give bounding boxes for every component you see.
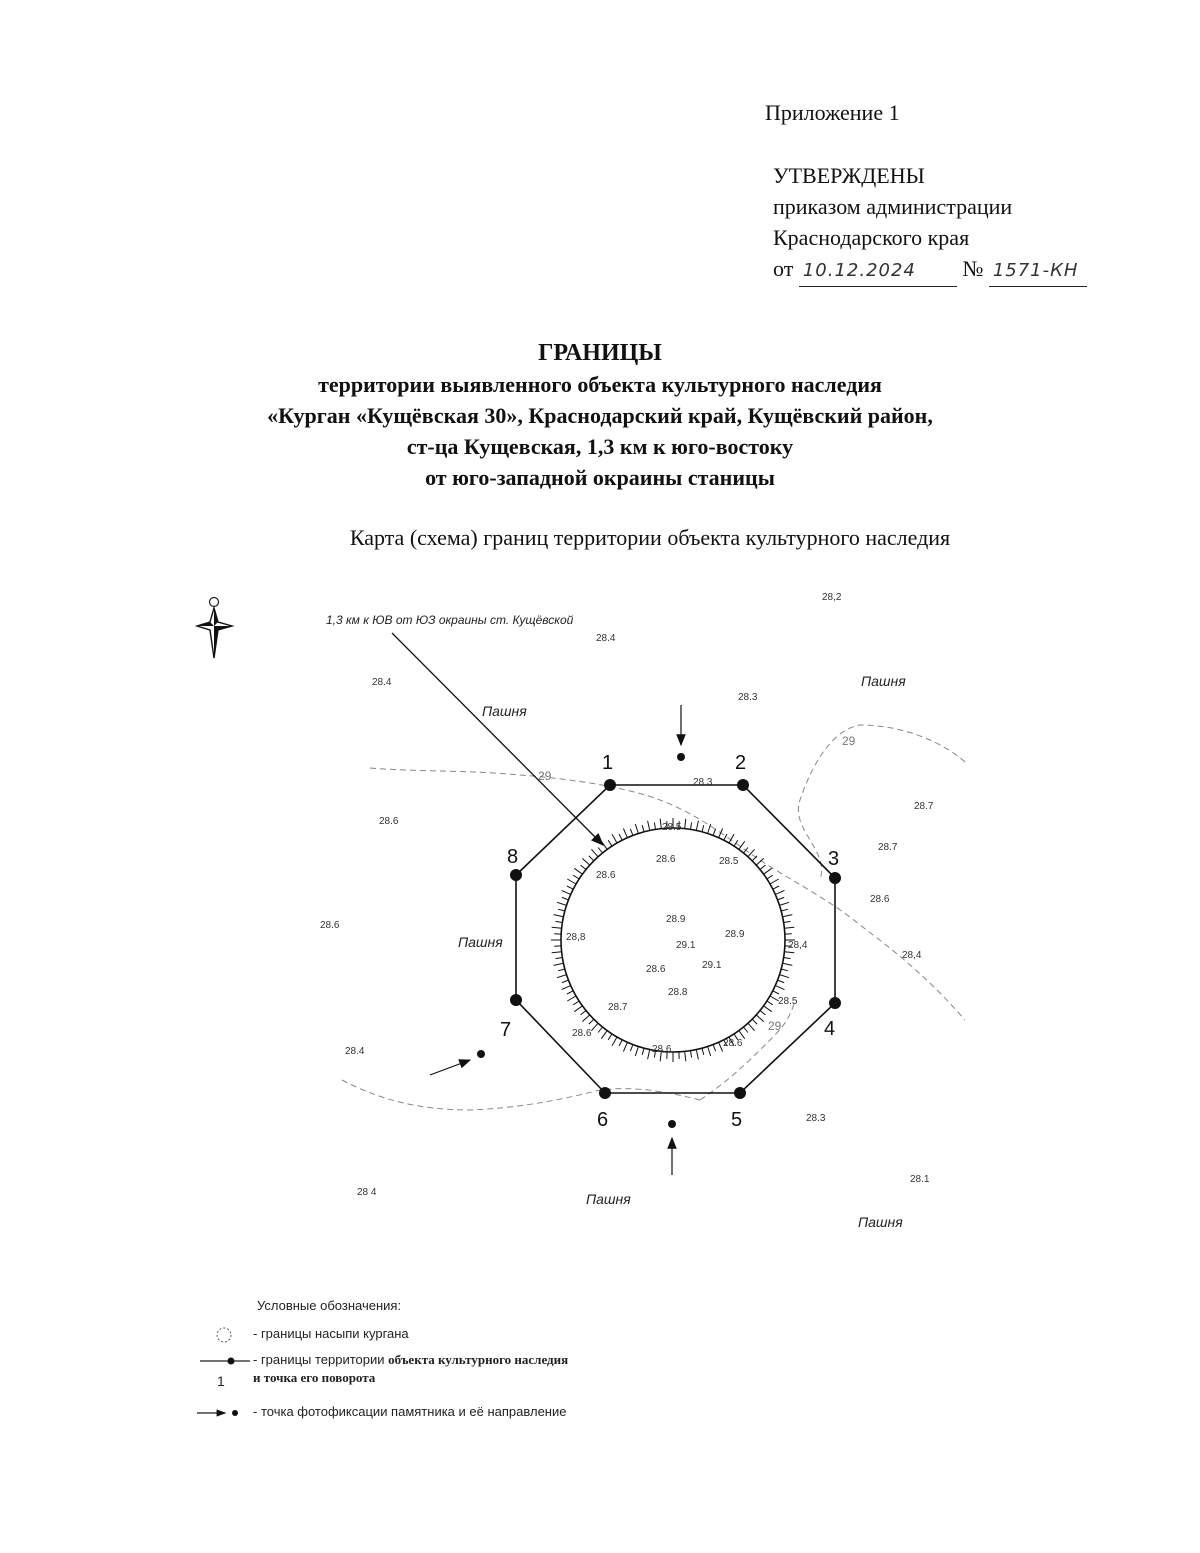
elevation-mark: 28,8 — [566, 932, 586, 943]
hachure-tick — [775, 890, 784, 894]
hachure-tick — [696, 821, 698, 831]
vertex-label: 3 — [828, 848, 840, 870]
hachure-tick — [601, 1031, 607, 1039]
hachure-tick — [691, 1051, 692, 1058]
order-line-2: Краснодарского края — [773, 225, 970, 250]
elevation-mark: 28.6 — [870, 894, 890, 905]
order-line-1: приказом администрации — [773, 194, 1013, 219]
vertex-point — [829, 997, 841, 1009]
hachure-tick — [630, 1045, 633, 1052]
vertex-label: 6 — [597, 1109, 609, 1131]
hachure-tick — [744, 848, 748, 854]
field-label: Пашня — [482, 703, 527, 719]
hachure-tick — [635, 1047, 638, 1057]
legend-vertex-number: 1 — [217, 1373, 225, 1389]
photo-point — [477, 1050, 485, 1058]
hachure-tick — [767, 1001, 773, 1005]
contour-label: 29 — [538, 769, 552, 783]
field-label: Пашня — [861, 673, 906, 689]
elevation-mark: 28.6 — [656, 854, 676, 865]
hachure-tick — [773, 991, 779, 994]
hachure-tick — [744, 1027, 748, 1033]
hachure-tick — [619, 834, 622, 840]
hachure-tick — [775, 986, 784, 990]
hachure-tick — [783, 963, 793, 965]
vertex-point — [510, 869, 522, 881]
vertex-label: 5 — [731, 1109, 743, 1131]
hachure-tick — [573, 1001, 579, 1005]
legend-item-photo-text: - точка фотофиксации памятника и её направление — [253, 1404, 567, 1419]
elevation-mark: 29.1 — [702, 960, 722, 971]
hachure-tick — [552, 927, 562, 928]
title-main: ГРАНИЦЫ — [538, 340, 662, 366]
boundary-symbol-icon — [195, 1351, 253, 1401]
legend-item-boundary-text — [253, 1351, 568, 1387]
legend-item-boundary — [195, 1351, 568, 1403]
elevation-mark: 28.6 — [572, 1028, 592, 1039]
hachure-tick — [556, 921, 563, 922]
hachure-tick — [691, 823, 692, 830]
hachure-tick — [556, 958, 563, 959]
title-line-1: территории выявленного объекта культурного наследия — [318, 372, 882, 397]
legend-boundary-text-c: и точка его поворота — [253, 1370, 376, 1385]
hachure-tick — [734, 840, 738, 846]
field-label: Пашня — [858, 1214, 903, 1230]
elevation-mark: 28.4 — [372, 677, 392, 688]
hachure-tick — [623, 1042, 627, 1051]
vertex-label: 4 — [824, 1018, 836, 1040]
photo-point — [668, 1120, 676, 1128]
hachure-tick — [574, 1006, 582, 1012]
vertex-point — [510, 994, 522, 1006]
hachure-tick — [696, 1050, 698, 1060]
elevation-mark: 28.6 — [320, 920, 340, 931]
vertex-point — [737, 779, 749, 791]
hachure-tick — [748, 1023, 755, 1030]
hachure-tick — [608, 1034, 612, 1040]
hachure-tick — [784, 921, 791, 922]
title-line-4: от юго-западной окраины станицы — [425, 465, 775, 490]
hachure-tick — [713, 1045, 716, 1052]
hachure-tick — [601, 841, 607, 849]
hachure-tick — [630, 829, 633, 836]
elevation-mark: 28.9 — [666, 914, 686, 925]
elevation-mark: 28.3 — [693, 777, 713, 788]
hachure-tick — [778, 897, 785, 900]
hachure-tick — [702, 1048, 704, 1055]
legend-boundary-text-a: - границы территории — [253, 1352, 385, 1367]
elevation-mark: 28.3 — [806, 1113, 826, 1124]
hachure-tick — [648, 1050, 650, 1060]
contour-label: 29 — [842, 734, 856, 748]
hachure-tick — [612, 1037, 617, 1046]
elevation-mark: 28.4 — [345, 1046, 365, 1057]
hachure-tick — [780, 975, 790, 978]
title-line-2: «Курган «Кущёвская 30», Краснодарский край, Кущёвский район, — [267, 403, 933, 428]
hachure-tick — [654, 823, 655, 830]
legend-title: Условные обозначения: — [257, 1298, 402, 1313]
elevation-mark: 29.1 — [676, 940, 696, 951]
hachure-tick — [781, 969, 788, 971]
hachure-tick — [719, 1042, 723, 1051]
elevation-mark: 28.8 — [668, 987, 688, 998]
elevation-mark: 28 4 — [357, 1187, 377, 1198]
field-label: Пашня — [458, 934, 503, 950]
hachure-tick — [554, 915, 564, 917]
hachure-tick — [708, 1047, 711, 1057]
elevation-mark: 28.6 — [596, 870, 616, 881]
vertex-point — [599, 1087, 611, 1099]
hachure-tick — [567, 991, 573, 994]
elevation-mark: 28.4 — [596, 633, 616, 644]
map-subtitle: Карта (схема) границ территории объекта культурного наследия — [349, 525, 951, 550]
field-label: Пашня — [586, 1191, 631, 1207]
elevation-mark: 28.7 — [878, 842, 898, 853]
legend-item-mound — [195, 1325, 568, 1351]
hachure-tick — [770, 879, 779, 884]
elevation-mark: 28.9 — [725, 929, 745, 940]
elevation-marks — [320, 592, 934, 1198]
hachure-tick — [552, 952, 562, 953]
hachure-tick — [623, 829, 627, 838]
hachure-tick — [783, 915, 793, 917]
hachure-tick — [760, 1011, 766, 1015]
elevation-mark: 28.7 — [914, 801, 934, 812]
hachure-tick — [581, 1011, 587, 1015]
hachure-tick — [612, 834, 617, 843]
hachure-tick — [567, 886, 573, 889]
date-prefix: от — [773, 256, 794, 281]
elevation-mark: 28,4 — [788, 940, 808, 951]
vertex-point — [604, 779, 616, 791]
handwritten-number: 1571-КН — [989, 255, 1087, 287]
handwritten-date: 10.12.2024 — [799, 255, 957, 287]
hachure-tick — [642, 1048, 644, 1055]
vertex-point — [734, 1087, 746, 1099]
hachure-tick — [781, 909, 788, 911]
hachure-tick — [598, 848, 602, 854]
hachure-tick — [591, 849, 598, 857]
legend-item-mound-text: - границы насыпи кургана — [253, 1326, 409, 1341]
hachure-tick — [567, 996, 576, 1001]
hachure-tick — [582, 858, 590, 865]
hachure-tick — [562, 980, 569, 983]
photo-point-symbol-icon — [195, 1403, 253, 1423]
hachure-tick — [784, 952, 794, 953]
hachure-tick — [760, 865, 766, 869]
hachure-tick — [581, 865, 587, 869]
hachure-tick — [635, 824, 638, 834]
elevation-mark: 28.6 — [723, 1038, 743, 1049]
hachure-tick — [562, 890, 571, 894]
hachure-tick — [557, 902, 567, 905]
elevation-mark: 28.1 — [910, 1174, 930, 1185]
hachure-tick — [562, 897, 569, 900]
hachure-tick — [589, 1019, 594, 1024]
hachure-tick — [582, 1015, 590, 1022]
hachure-tick — [784, 927, 794, 928]
elevation-mark: 28.6 — [646, 964, 666, 975]
hachure-tick — [557, 975, 567, 978]
location-pointer-line — [392, 633, 603, 845]
appendix-label: Приложение 1 — [765, 100, 900, 125]
number-prefix: № — [962, 256, 984, 281]
elevation-mark: 28,4 — [902, 950, 922, 961]
hachure-tick — [591, 1023, 598, 1030]
hachure-tick — [558, 969, 565, 971]
hachure-tick — [764, 1006, 772, 1012]
photo-point — [677, 753, 685, 761]
hachure-tick — [685, 1051, 686, 1061]
hachure-tick — [708, 824, 711, 834]
hachure-tick — [558, 909, 565, 911]
elevation-mark: 28.7 — [608, 1002, 628, 1013]
vertex-point — [829, 872, 841, 884]
hachure-tick — [685, 819, 686, 829]
hachure-tick — [702, 825, 704, 832]
compass-rose-icon — [197, 598, 232, 659]
elevation-mark: 28.3 — [738, 692, 758, 703]
vertex-label: 8 — [507, 846, 519, 868]
hachure-tick — [574, 868, 582, 874]
hachure-tick — [767, 875, 773, 879]
elevation-mark: 28.5 — [778, 996, 798, 1007]
hachure-tick — [752, 1019, 757, 1024]
hachure-tick — [713, 829, 716, 836]
hachure-tick — [554, 963, 564, 965]
title-line-3: ст-ца Кущевская, 1,3 км к юго-востоку — [406, 434, 794, 459]
hachure-tick — [589, 856, 594, 861]
legend-item-photo — [195, 1403, 568, 1429]
mound-symbol-icon — [195, 1325, 253, 1345]
vertex-label: 2 — [735, 752, 747, 774]
elevation-mark: 28.6 — [379, 816, 399, 827]
hachure-tick — [573, 875, 579, 879]
hachure-tick — [778, 980, 785, 983]
hachure-tick — [773, 886, 779, 889]
vertex-label: 1 — [602, 752, 614, 774]
hachure-tick — [608, 840, 612, 846]
hachure-tick — [756, 1015, 764, 1022]
hachure-tick — [642, 825, 644, 832]
hachure-tick — [567, 879, 576, 884]
hachure-tick — [648, 821, 650, 831]
approved-heading: УТВЕРЖДЕНЫ — [773, 163, 925, 188]
hachure-tick — [780, 902, 790, 905]
hachure-tick — [562, 986, 571, 990]
hachure-tick — [598, 1027, 602, 1033]
elevation-mark: 28.5 — [662, 822, 682, 833]
hachure-tick — [764, 868, 772, 874]
location-pointer-label: 1,3 км к ЮВ от ЮЗ окраины ст. Кущёвской — [326, 613, 574, 627]
hachure-tick — [619, 1040, 622, 1046]
elevation-mark: 28.6 — [652, 1044, 672, 1055]
contour-label: 29 — [768, 1019, 782, 1033]
hachure-tick — [784, 958, 791, 959]
elevation-mark: 28,2 — [822, 592, 842, 603]
vertex-label: 7 — [500, 1019, 512, 1041]
elevation-mark: 28.5 — [719, 856, 739, 867]
map-legend — [195, 1298, 568, 1429]
legend-boundary-text-b: объекта культурного наследия — [388, 1352, 569, 1367]
